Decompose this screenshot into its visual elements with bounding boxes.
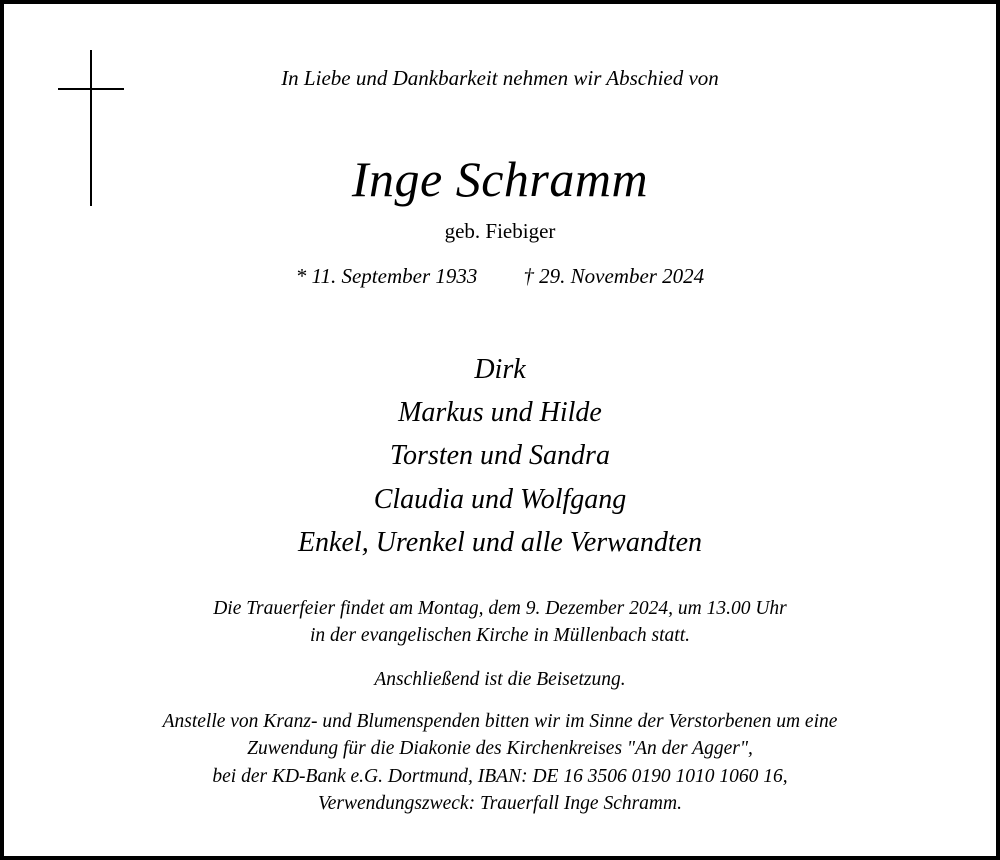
mourner-line: Dirk xyxy=(474,354,526,385)
death-date: † 29. November 2024 xyxy=(523,264,705,288)
mourner-line: Enkel, Urenkel und alle Verwandten xyxy=(297,527,703,558)
mourner-line: Markus und Hilde xyxy=(398,397,602,428)
mourner-line: Claudia und Wolfgang xyxy=(373,484,627,515)
funeral-text: Die Trauerfeier findet am Montag, dem 9. Dezember 2024, um 13.00 Uhr xyxy=(213,598,787,619)
intro-text: In Liebe und Dankbarkeit nehmen wir Abschied von xyxy=(281,66,719,90)
deceased-name: Inge Schramm xyxy=(351,151,649,207)
mourner-line: Torsten und Sandra xyxy=(390,440,610,471)
burial-text: Anschließend ist die Beisetzung. xyxy=(374,669,626,690)
life-dates xyxy=(4,264,996,289)
funeral-location: in der evangelischen Kirche in Müllenbach statt. xyxy=(310,625,690,646)
donation-line: Verwendungszweck: Trauerfall Inge Schramm. xyxy=(318,793,682,814)
donation-line: Zuwendung für die Diakonie des Kirchenkreises "An der Agger", xyxy=(247,738,753,759)
birth-name: geb. Fiebiger xyxy=(444,219,556,243)
donation-line: bei der KD-Bank e.G. Dortmund, IBAN: DE 16 3506 0190 1010 1060 16, xyxy=(212,766,788,787)
birth-date: * 11. September 1933 xyxy=(295,264,478,288)
donation-line: Anstelle von Kranz- und Blumenspenden bitten wir im Sinne der Verstorbenen um eine xyxy=(162,711,838,732)
